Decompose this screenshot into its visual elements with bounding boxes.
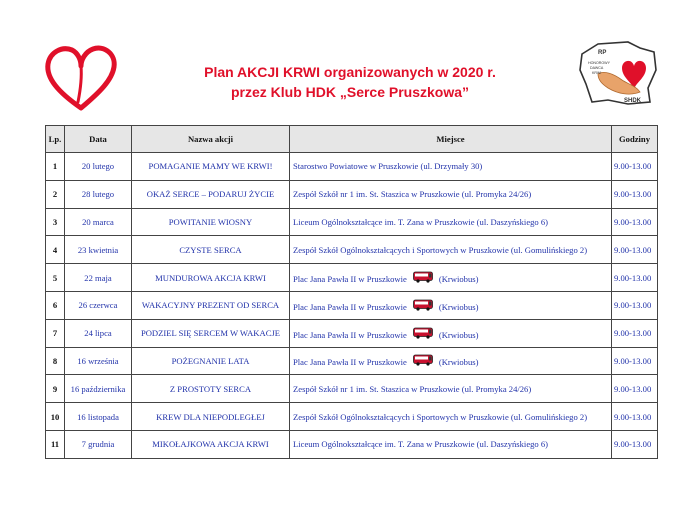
cell-place: [290, 153, 612, 181]
table-row: [46, 319, 658, 347]
page-title-line1: Plan AKCJI KRWI organizowanych w 2020 r.: [204, 64, 496, 80]
cell-date: 20 lutego: [65, 153, 132, 181]
cell-name: KREW DLA NIEPODLEGŁEJ: [132, 403, 290, 431]
badge-line2: DAWCA: [590, 66, 604, 70]
place-text: Liceum Ogólnokształcące im. T. Zana w Pruszkowie (ul. Daszyńskiego 6): [293, 439, 549, 450]
cell-name: MIKOŁAJKOWA AKCJA KRWI: [132, 430, 290, 458]
table-header-row: [46, 126, 658, 153]
cell-date: 26 czerwca: [65, 291, 132, 319]
place-text: Plac Jana Pawła II w Pruszkowie: [293, 274, 407, 285]
cell-hours: 9.00-13.00: [612, 153, 658, 181]
cell-place: [290, 319, 612, 347]
cell-lp: 9: [46, 375, 65, 403]
cell-place: [290, 403, 612, 431]
bus-icon: [413, 299, 433, 311]
bus-label: (Krwiobus): [438, 329, 479, 340]
table-row: [46, 430, 658, 458]
bus-label: (Krwiobus): [438, 301, 479, 312]
cell-date: 16 października: [65, 375, 132, 403]
cell-hours: 9.00-13.00: [612, 403, 658, 431]
blood-drive-schedule-table: [45, 125, 658, 459]
cell-date: 22 maja: [65, 264, 132, 292]
place-text: Starostwo Powiatowe w Pruszkowie (ul. Drzymały 30): [293, 161, 483, 172]
place-text: Plac Jana Pawła II w Pruszkowie: [293, 357, 407, 368]
place-text: Zespół Szkół Ogólnokształcących i Sportowych w Pruszkowie (ul. Gomulińskiego 2): [293, 411, 588, 422]
cell-place: [290, 236, 612, 264]
col-date: Data: [65, 126, 132, 153]
place-text: Plac Jana Pawła II w Pruszkowie: [293, 329, 407, 340]
cell-hours: 9.00-13.00: [612, 319, 658, 347]
cell-lp: 5: [46, 264, 65, 292]
cell-name: POMAGANIE MAMY WE KRWI!: [132, 153, 290, 181]
bus-icon: [413, 271, 433, 283]
cell-date: 24 lipca: [65, 319, 132, 347]
col-name: Nazwa akcji: [132, 126, 290, 153]
page-title-line2: przez Klub HDK „Serce Pruszkowa”: [230, 84, 470, 100]
cell-hours: 9.00-13.00: [612, 347, 658, 375]
cell-lp: 1: [46, 153, 65, 181]
table-row: [46, 153, 658, 181]
cell-name: MUNDUROWA AKCJA KRWI: [132, 264, 290, 292]
table-row: [46, 208, 658, 236]
cell-lp: 7: [46, 319, 65, 347]
badge-shdk: SHDK: [624, 98, 642, 104]
badge-rp: RP: [598, 50, 607, 56]
badge-line1: HONOROWY: [588, 61, 610, 65]
cell-hours: 9.00-13.00: [612, 375, 658, 403]
cell-lp: 6: [46, 291, 65, 319]
bus-icon: [413, 354, 433, 366]
col-lp: Lp.: [46, 126, 65, 153]
cell-place: [290, 208, 612, 236]
hdk-badge-logo-icon: [578, 40, 660, 108]
cell-place: [290, 430, 612, 458]
cell-date: 7 grudnia: [65, 430, 132, 458]
bus-label: (Krwiobus): [438, 274, 479, 285]
cell-date: 28 lutego: [65, 180, 132, 208]
table-row: [46, 180, 658, 208]
col-hours: Godziny: [612, 126, 658, 153]
cell-name: OKAŻ SERCE – PODARUJ ŻYCIE: [132, 180, 290, 208]
cell-lp: 11: [46, 430, 65, 458]
place-text: Zespół Szkół Ogólnokształcących i Sportowych w Pruszkowie (ul. Gomulińskiego 2): [293, 244, 588, 255]
col-place: Miejsce: [290, 126, 612, 153]
cell-name: CZYSTE SERCA: [132, 236, 290, 264]
table-row: [46, 264, 658, 292]
cell-hours: 9.00-13.00: [612, 180, 658, 208]
table-row: [46, 403, 658, 431]
cell-hours: 9.00-13.00: [612, 430, 658, 458]
cell-date: 16 września: [65, 347, 132, 375]
table-row: [46, 375, 658, 403]
cell-hours: 9.00-13.00: [612, 264, 658, 292]
place-text: Liceum Ogólnokształcące im. T. Zana w Pruszkowie (ul. Daszyńskiego 6): [293, 216, 549, 227]
cell-place: [290, 347, 612, 375]
cell-name: PODZIEL SIĘ SERCEM W WAKACJE: [132, 319, 290, 347]
table-row: [46, 347, 658, 375]
cell-place: [290, 264, 612, 292]
cell-date: 23 kwietnia: [65, 236, 132, 264]
place-text: Zespół Szkół nr 1 im. St. Staszica w Pruszkowie (ul. Promyka 24/26): [293, 189, 532, 200]
cell-name: POWITANIE WIOSNY: [132, 208, 290, 236]
cell-lp: 3: [46, 208, 65, 236]
cell-place: [290, 291, 612, 319]
heart-logo-icon: [42, 42, 120, 114]
cell-hours: 9.00-13.00: [612, 236, 658, 264]
cell-place: [290, 375, 612, 403]
badge-line3: KRWI: [592, 71, 602, 75]
cell-lp: 10: [46, 403, 65, 431]
cell-date: 20 marca: [65, 208, 132, 236]
cell-place: [290, 180, 612, 208]
cell-name: Z PROSTOTY SERCA: [132, 375, 290, 403]
cell-lp: 4: [46, 236, 65, 264]
cell-hours: 9.00-13.00: [612, 291, 658, 319]
cell-name: WAKACYJNY PREZENT OD SERCA: [132, 291, 290, 319]
cell-date: 16 listopada: [65, 403, 132, 431]
place-text: Plac Jana Pawła II w Pruszkowie: [293, 301, 407, 312]
bus-label: (Krwiobus): [438, 357, 479, 368]
table-row: [46, 291, 658, 319]
table-row: [46, 236, 658, 264]
cell-lp: 2: [46, 180, 65, 208]
bus-icon: [413, 327, 433, 339]
cell-lp: 8: [46, 347, 65, 375]
cell-hours: 9.00-13.00: [612, 208, 658, 236]
cell-name: POŻEGNANIE LATA: [132, 347, 290, 375]
place-text: Zespół Szkół nr 1 im. St. Staszica w Pruszkowie (ul. Promyka 24/26): [293, 383, 532, 394]
